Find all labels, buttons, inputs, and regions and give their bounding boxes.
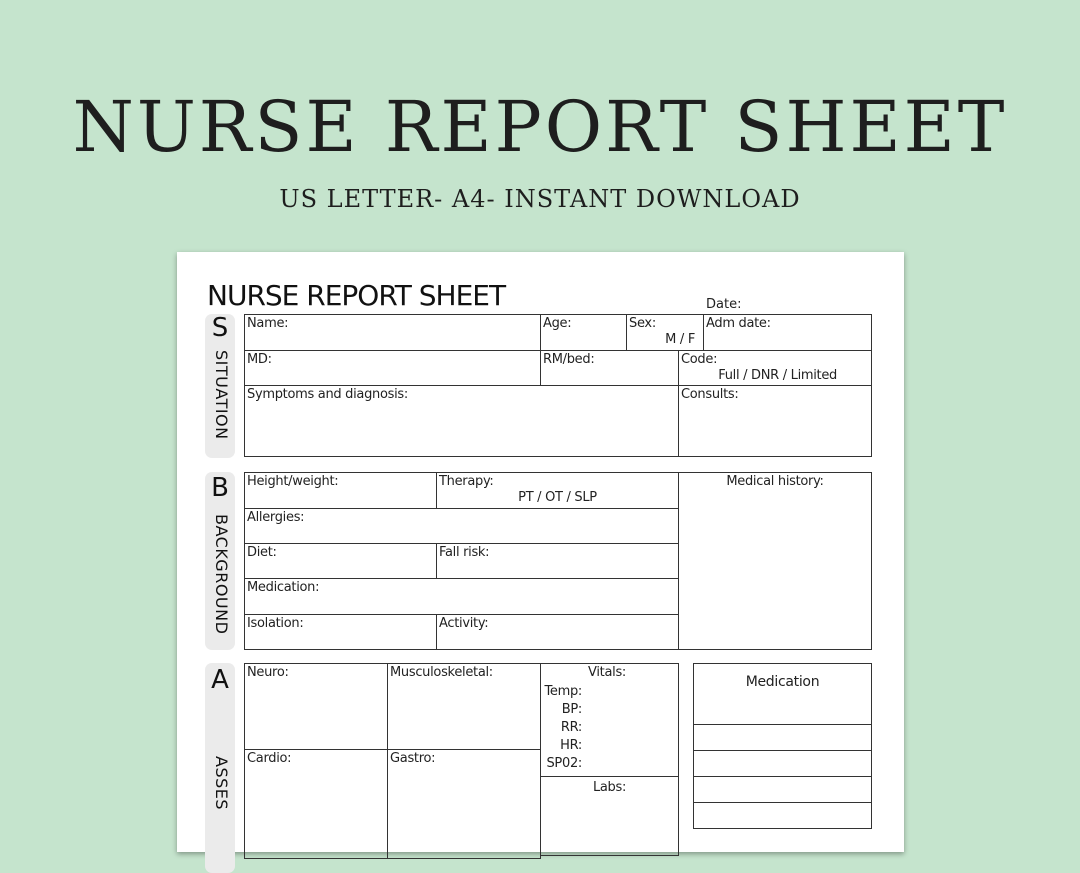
musculoskeletal-field[interactable] (387, 663, 541, 750)
situation-word: SITUATION (212, 350, 231, 440)
therapy-field[interactable] (436, 472, 679, 509)
allergies-label: Allergies: (247, 510, 305, 525)
adm-date-field[interactable] (703, 314, 872, 351)
vitals-field[interactable] (540, 663, 679, 777)
fall-risk-label: Fall risk: (439, 545, 490, 560)
gastro-label: Gastro: (390, 751, 436, 766)
date-label: Date: (706, 297, 742, 312)
medication-label: Medication: (247, 580, 320, 595)
gastro-field[interactable] (387, 749, 541, 859)
neuro-label: Neuro: (247, 665, 289, 680)
height-weight-label: Height/weight: (247, 474, 339, 489)
therapy-label: Therapy: (439, 474, 494, 489)
neuro-field[interactable] (244, 663, 388, 750)
sex-field[interactable] (626, 314, 704, 351)
allergies-field[interactable] (244, 508, 679, 544)
medication-table-header[interactable] (693, 663, 872, 725)
hero-subtitle: US LETTER- A4- INSTANT DOWNLOAD (279, 185, 801, 213)
medication-table-label: Medication (745, 674, 820, 690)
isolation-field[interactable] (244, 614, 437, 650)
md-field[interactable] (244, 350, 541, 386)
assessment-word: ASSES (212, 756, 231, 811)
vitals-bp: BP: (561, 702, 582, 717)
name-label: Name: (247, 316, 289, 331)
musculoskeletal-label: Musculoskeletal: (390, 665, 493, 680)
symptoms-label: Symptoms and diagnosis: (247, 387, 408, 402)
activity-field[interactable] (436, 614, 679, 650)
medication-table-row[interactable] (693, 750, 872, 777)
activity-label: Activity: (439, 616, 489, 631)
code-field[interactable] (678, 350, 872, 386)
age-label: Age: (543, 316, 572, 331)
code-label: Code: (681, 352, 718, 367)
diet-label: Diet: (247, 545, 277, 560)
sex-label: Sex: (629, 316, 656, 331)
labs-label: Labs: (592, 780, 627, 795)
background-word: BACKGROUND (212, 514, 231, 635)
adm-date-label: Adm date: (706, 316, 771, 331)
medication-table-row[interactable] (693, 802, 872, 829)
assessment-letter: A (211, 665, 229, 695)
age-field[interactable] (540, 314, 627, 351)
symptoms-field[interactable] (244, 385, 679, 457)
vitals-temp: Temp: (544, 684, 582, 699)
medication-table-row[interactable] (693, 724, 872, 751)
medication-field[interactable] (244, 578, 679, 615)
consults-field[interactable] (678, 385, 872, 457)
diet-field[interactable] (244, 543, 437, 579)
vitals-hr: HR: (560, 738, 582, 753)
background-letter: B (211, 473, 229, 503)
code-options: Full / DNR / Limited (718, 368, 837, 383)
consults-label: Consults: (681, 387, 739, 402)
medical-history-label: Medical history: (726, 474, 824, 489)
therapy-options: PT / OT / SLP (518, 490, 597, 505)
rm-bed-label: RM/bed: (543, 352, 595, 367)
md-label: MD: (247, 352, 272, 367)
labs-field[interactable] (540, 776, 679, 856)
name-field[interactable] (244, 314, 541, 351)
report-sheet (177, 252, 904, 852)
situation-letter: S (211, 313, 229, 343)
sex-options: M / F (665, 332, 695, 347)
height-weight-field[interactable] (244, 472, 437, 509)
medication-table-row[interactable] (693, 776, 872, 803)
cardio-field[interactable] (244, 749, 388, 859)
vitals-sp02: SP02: (546, 756, 582, 771)
fall-risk-field[interactable] (436, 543, 679, 579)
vitals-rr: RR: (560, 720, 582, 735)
sheet-title: NURSE REPORT SHEET (207, 279, 506, 312)
medical-history-field[interactable] (678, 472, 872, 650)
isolation-label: Isolation: (247, 616, 304, 631)
vitals-label: Vitals: (588, 665, 626, 680)
hero-title: NURSE REPORT SHEET (72, 86, 1008, 168)
rm-bed-field[interactable] (540, 350, 679, 386)
cardio-label: Cardio: (247, 751, 292, 766)
